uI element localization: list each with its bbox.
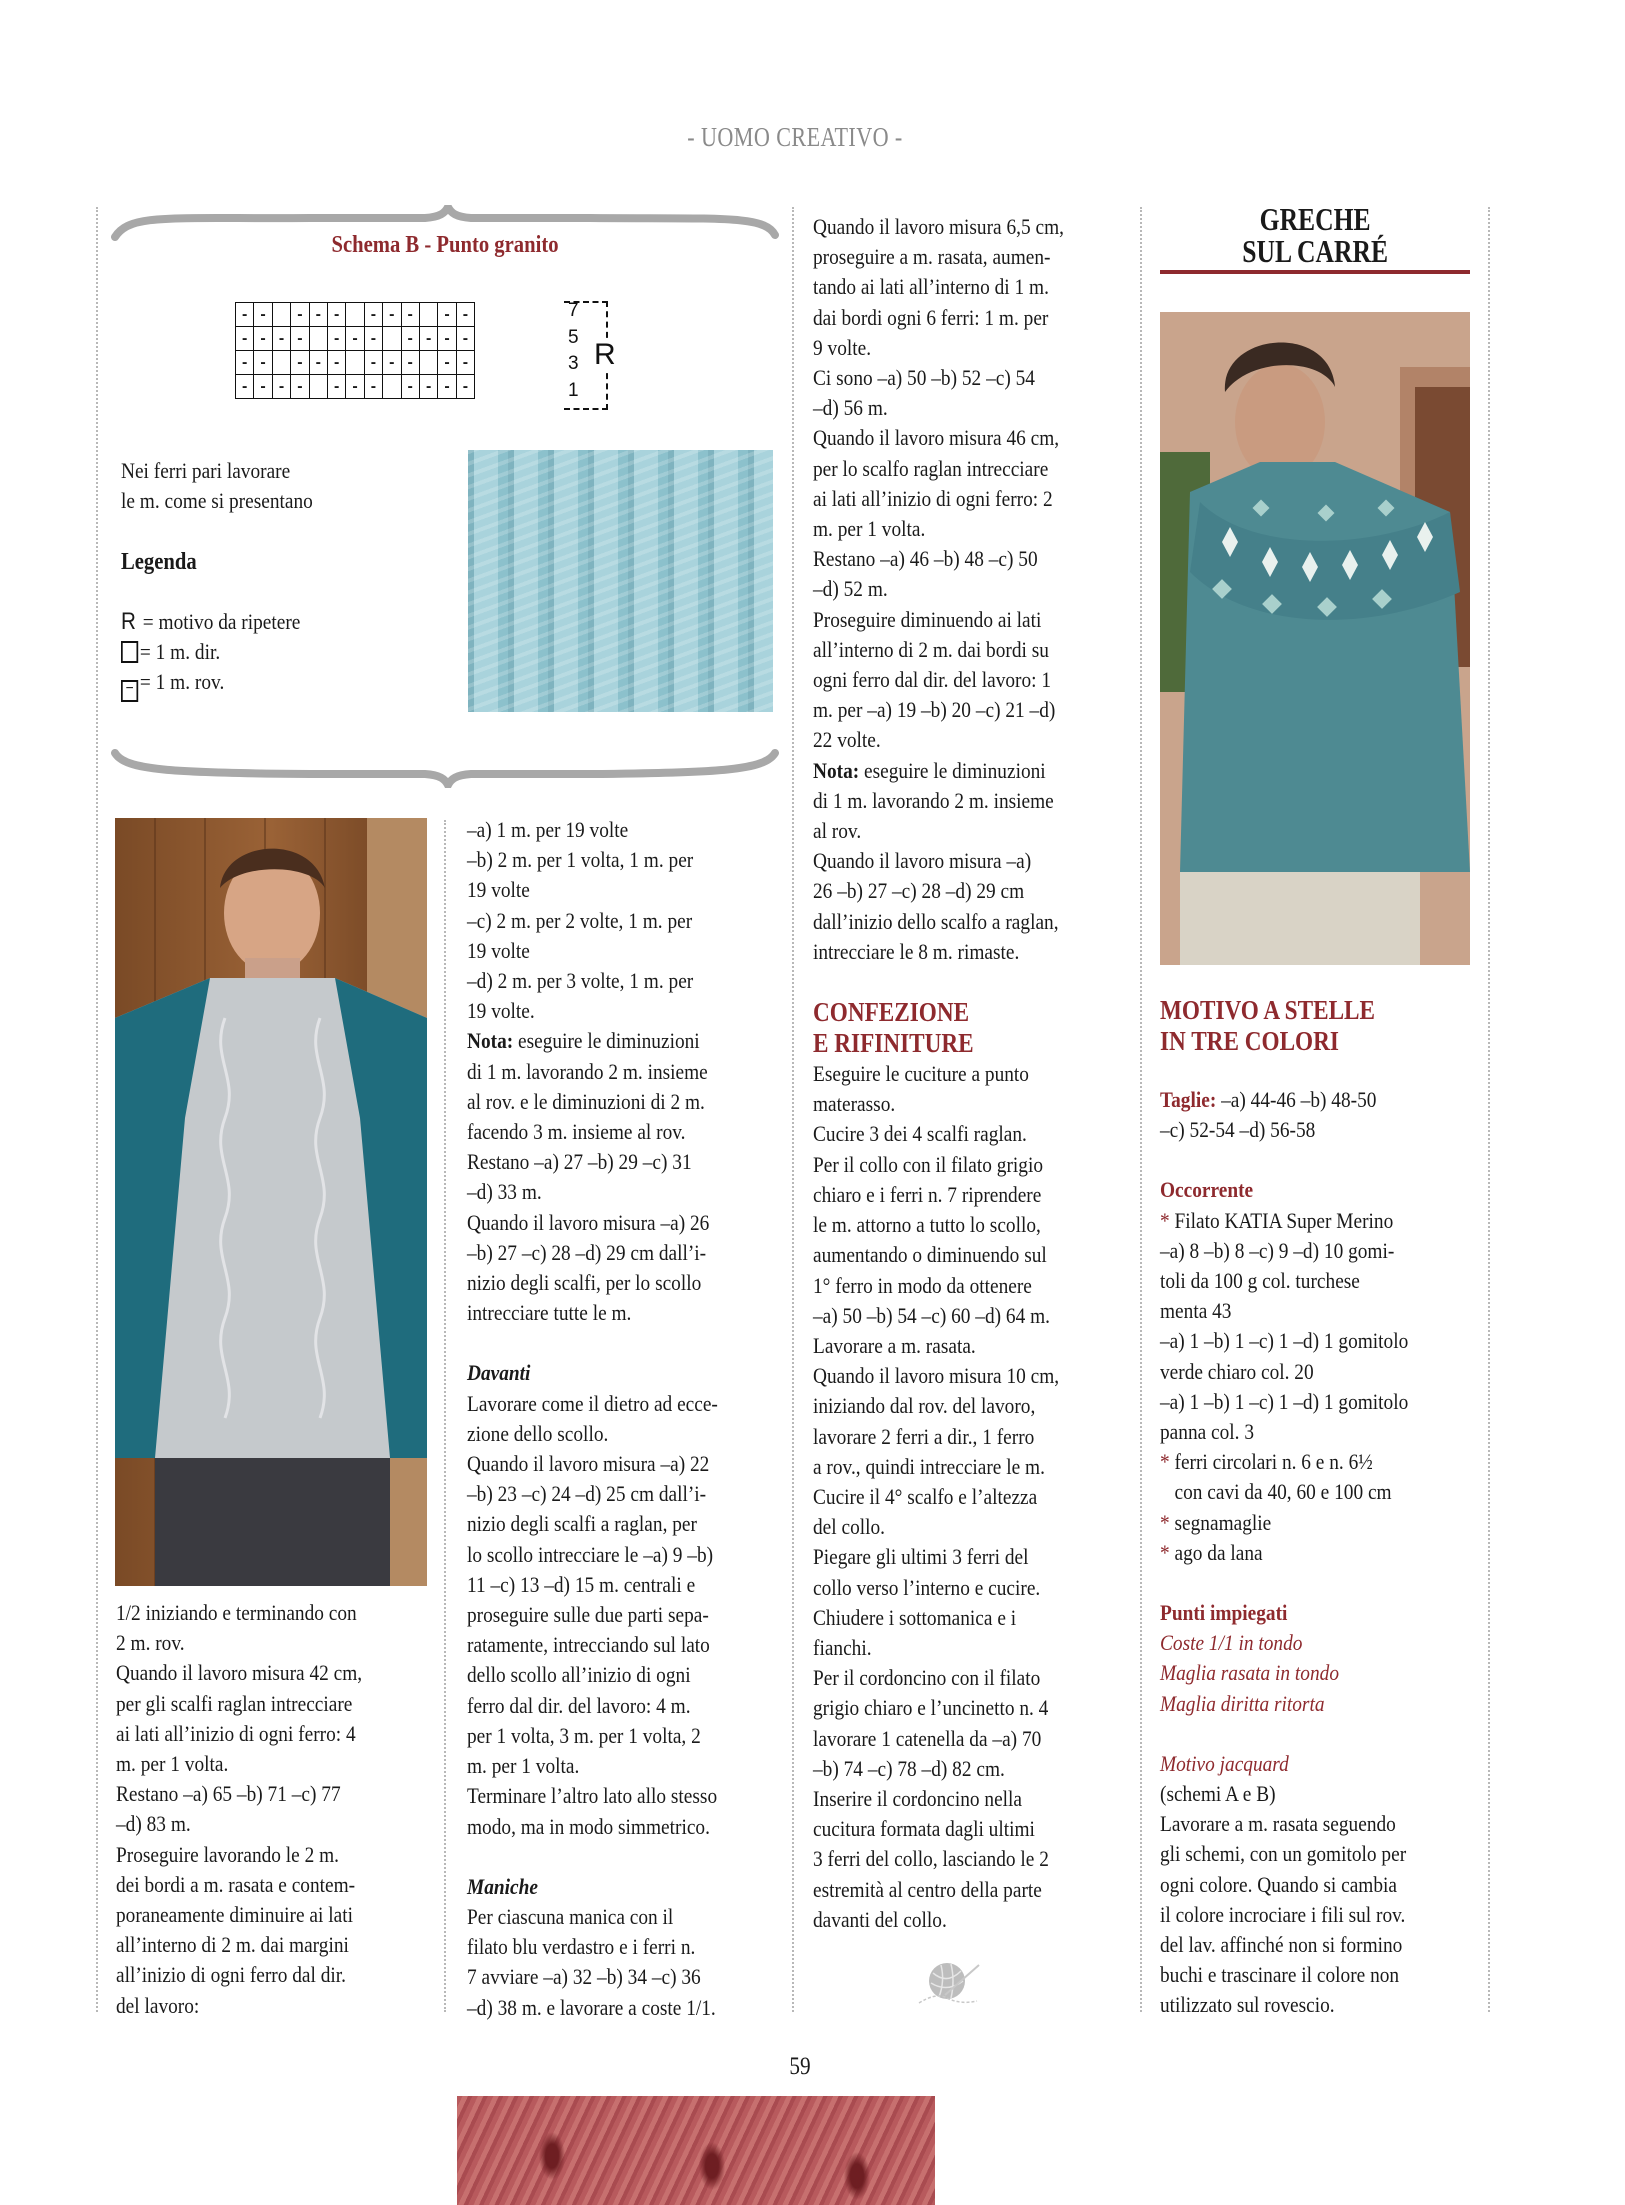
text-line: 1/2 iniziando e terminando con (116, 1600, 357, 1625)
text-line: –b) 27 –c) 28 –d) 29 cm dall’i- (467, 1239, 707, 1265)
materials-line (1160, 1447, 1408, 1477)
column-divider (96, 207, 98, 2012)
purl-cell: - (236, 327, 254, 351)
purl-cell: - (254, 375, 272, 399)
purl-cell: - (309, 303, 327, 327)
heading-line: CONFEZIONE (813, 997, 970, 1028)
text-line: nizio degli scalfi, per lo scollo (467, 1270, 702, 1296)
bottom-brace-ornament (110, 748, 780, 788)
materials-line (1160, 1206, 1408, 1236)
purl-cell: - (254, 327, 272, 351)
stitches-heading: Punti impiegati (1160, 1600, 1288, 1626)
text-line: Restano –a) 27 –b) 29 –c) 31 (467, 1149, 692, 1175)
purl-cell: - (456, 327, 474, 351)
knit-cell (309, 327, 327, 351)
purl-cell: - (272, 327, 290, 351)
text-line: Per il cordoncino con il filato (813, 1665, 1041, 1691)
purl-cell: - (327, 303, 345, 327)
text-line: all’inizio di ogni ferro dal dir. (116, 1962, 346, 1988)
purl-cell: - (327, 351, 345, 375)
bullet-asterisk: * (1160, 1449, 1170, 1475)
text-line: modo, ma in modo simmetrico. (467, 1813, 710, 1839)
materials-text: panna col. 3 (1160, 1419, 1255, 1445)
bullet-asterisk: * (1160, 1539, 1170, 1565)
column-divider (444, 820, 446, 2012)
purl-cell: - (401, 303, 419, 327)
materials-text: –a) 8 –b) 8 –c) 9 –d) 10 gomi- (1160, 1237, 1395, 1263)
text-line: Cucire il 4° scalfo e l’altezza (813, 1483, 1038, 1509)
title-line: GRECHE (1259, 201, 1371, 237)
text-line: ratamente, intrecciando sul lato (467, 1632, 710, 1658)
text-line: aumentando o diminuendo sul (813, 1242, 1047, 1268)
knit-cell (419, 351, 437, 375)
heading-line: E RIFINITURE (813, 1028, 974, 1059)
text-line: 1° ferro in modo da ottenere (813, 1272, 1032, 1298)
text-line: zione dello scollo. (467, 1420, 609, 1446)
text-line: dai bordi ogni 6 ferri: 1 m. per (813, 304, 1049, 330)
purl-cell: - (291, 351, 309, 375)
text-line: a rov., quindi intrecciare le m. (813, 1453, 1045, 1479)
text-line: Cucire 3 dei 4 scalfi raglan. (813, 1121, 1027, 1147)
text-line: Proseguire lavorando le 2 m. (116, 1841, 340, 1867)
heading-line: IN TRE COLORI (1160, 1026, 1339, 1056)
text-line: di 1 m. lavorando 2 m. insieme (467, 1058, 708, 1084)
text-line: –a) 1 m. per 19 volte (467, 817, 629, 842)
text-line: m. per 1 volta. (116, 1751, 229, 1777)
purl-cell: - (456, 303, 474, 327)
text-line: di 1 m. lavorando 2 m. insieme (813, 787, 1054, 813)
row-label: 5 (568, 327, 579, 348)
purl-cell: - (383, 351, 401, 375)
text-line: 9 volte. (813, 334, 872, 360)
text-line: il colore incrociare i fili sul rov. (1160, 1901, 1406, 1927)
text-line: –d) 33 m. (467, 1179, 542, 1205)
text-line: ai lati all’inizio di ogni ferro: 2 (813, 485, 1053, 511)
text-line: ogni ferro dal dir. del lavoro: 1 (813, 667, 1052, 693)
purl-cell: - (401, 351, 419, 375)
purl-cell: - (456, 351, 474, 375)
text-line: –d) 56 m. (813, 395, 888, 421)
materials-text: con cavi da 40, 60 e 100 cm (1160, 1479, 1392, 1505)
text-line: –b) 74 –c) 78 –d) 82 cm. (813, 1755, 1005, 1781)
purl-cell: - (456, 375, 474, 399)
text-line: per gli scalfi raglan intrecciare (116, 1690, 353, 1716)
purl-cell: - (272, 375, 290, 399)
knit-cell (272, 303, 290, 327)
chart-row (236, 327, 475, 351)
materials-text: menta 43 (1160, 1298, 1232, 1324)
running-header: - UOMO CREATIVO - (687, 122, 903, 152)
materials-line (1160, 1266, 1408, 1296)
confezione-heading (813, 997, 1064, 1059)
text-line: m. per 1 volta. (467, 1753, 580, 1779)
knit-cell (383, 375, 401, 399)
text-line: utilizzato sul rovescio. (1160, 1992, 1335, 2018)
text-line: al rov. (813, 818, 862, 844)
purl-cell: - (401, 327, 419, 351)
nota-label: Nota: (813, 757, 860, 783)
purl-cell: - (254, 303, 272, 327)
knit-cell (346, 351, 364, 375)
row-label: 7 (568, 300, 579, 321)
text-line: all’interno di 2 m. dai bordi su (813, 636, 1049, 662)
text-line: estremità al centro della parte (813, 1876, 1042, 1902)
bullet-asterisk: * (1160, 1207, 1170, 1233)
text-line: le m. attorno a tutto lo scollo, (813, 1212, 1041, 1238)
text-line: 19 volte (467, 937, 530, 963)
legend-text: = motivo da ripetere (142, 609, 301, 634)
text-line: Per il collo con il filato grigio (813, 1151, 1044, 1177)
nota-line (813, 756, 1064, 786)
text-line: collo verso l’interno e cucire. (813, 1574, 1041, 1600)
text-line: Quando il lavoro misura 46 cm, (813, 425, 1060, 451)
text-line: –d) 2 m. per 3 volte, 1 m. per (467, 968, 694, 994)
text-line: m. per –a) 19 –b) 20 –c) 21 –d) (813, 697, 1056, 723)
photo-red-cable-knit (457, 2096, 935, 2205)
column-divider (792, 207, 794, 2012)
text-line: intrecciare tutte le m. (467, 1300, 632, 1326)
yarn-ball-icon (915, 1955, 985, 2013)
column-divider (1140, 207, 1142, 2012)
purl-cell: - (236, 351, 254, 375)
materials-text: –a) 1 –b) 1 –c) 1 –d) 1 gomitolo (1160, 1388, 1409, 1414)
sizes-label: Taglie: (1160, 1087, 1217, 1112)
materials-text: segnamaglie (1169, 1509, 1272, 1535)
text-line: per lo scalfo raglan intrecciare (813, 455, 1049, 481)
photo-illustration (1160, 312, 1470, 965)
text-line: Chiudere i sottomanica e i (813, 1604, 1017, 1630)
column-divider (1488, 207, 1490, 2012)
materials-text: ferri circolari n. 6 e n. 6½ (1169, 1449, 1373, 1475)
materials-line (1160, 1236, 1408, 1266)
text-line: 3 ferri del collo, lasciando le 2 (813, 1846, 1049, 1872)
purl-cell: - (438, 327, 456, 351)
text-line: Eseguire le cuciture a punto (813, 1061, 1029, 1087)
purl-cell: - (364, 351, 382, 375)
purl-cell: - (364, 303, 382, 327)
maniche-heading: Maniche (467, 1873, 538, 1899)
materials-text: –a) 1 –b) 1 –c) 1 –d) 1 gomitolo (1160, 1328, 1409, 1354)
stitch-item: Coste 1/1 in tondo (1160, 1630, 1303, 1656)
note-line: Nei ferri pari lavorare (121, 458, 291, 483)
text-line: Inserire il cordoncino nella (813, 1785, 1023, 1811)
text-line: –a) 50 –b) 54 –c) 60 –d) 64 m. (813, 1302, 1050, 1328)
text-line: chiaro e i ferri n. 7 riprendere (813, 1181, 1042, 1207)
purl-cell: - (419, 327, 437, 351)
text-line: Ci sono –a) 50 –b) 52 –c) 54 (813, 365, 1035, 391)
text-line: m. per 1 volta. (813, 516, 926, 542)
pattern-title (1160, 203, 1470, 267)
legend-item (121, 607, 300, 637)
column-1-text (116, 1598, 402, 2021)
purl-cell: - (401, 375, 419, 399)
text-line: Quando il lavoro misura 42 cm, (116, 1660, 363, 1686)
purl-cell: - (309, 351, 327, 375)
text-line: al rov. e le diminuzioni di 2 m. (467, 1088, 705, 1114)
materials-text: ago da lana (1169, 1539, 1263, 1565)
text-line: 7 avviare –a) 32 –b) 34 –c) 36 (467, 1964, 701, 1990)
text-line: 19 volte (467, 877, 530, 903)
text-line: Piegare gli ultimi 3 ferri del (813, 1544, 1029, 1570)
purl-cell: - (291, 375, 309, 399)
text-line: Quando il lavoro misura 6,5 cm, (813, 214, 1064, 239)
davanti-heading: Davanti (467, 1360, 531, 1386)
sizes-value: –a) 44-46 –b) 48-50 (1216, 1087, 1377, 1112)
text-line: fianchi. (813, 1634, 872, 1660)
stitch-item: Maglia diritta ritorta (1160, 1690, 1325, 1716)
photo-teal-fairisle-sweater (1160, 312, 1470, 965)
title-underline (1160, 270, 1470, 274)
text-line: Lavorare a m. rasata. (813, 1332, 976, 1358)
text-line: ferro dal dir. del lavoro: 4 m. (467, 1692, 691, 1718)
purl-cell: - (383, 303, 401, 327)
purl-cell: - (419, 375, 437, 399)
text-line: Lavorare come il dietro ad ecce- (467, 1390, 718, 1416)
swatch-photo (468, 450, 773, 712)
note-line: le m. come si presentano (121, 488, 313, 514)
text-line: lo scollo intrecciare le –a) 9 –b) (467, 1541, 714, 1567)
knit-cell (346, 303, 364, 327)
materials-line (1160, 1538, 1408, 1568)
purl-cell: - (438, 375, 456, 399)
text-line: –c) 2 m. per 2 volte, 1 m. per (467, 907, 693, 933)
materials-line (1160, 1508, 1408, 1538)
text-line: lavorare 2 ferri a dir., 1 ferro (813, 1423, 1035, 1449)
text-line: 19 volte. (467, 998, 535, 1024)
schema-note (121, 456, 344, 516)
purl-cell: - (438, 351, 456, 375)
text-line: –b) 23 –c) 24 –d) 25 cm dall’i- (467, 1481, 707, 1507)
text-line: Per ciascuna manica con il (467, 1903, 674, 1929)
text-line: proseguire a m. rasata, aumen- (813, 244, 1051, 270)
chart-row (236, 375, 475, 399)
materials-line (1160, 1387, 1408, 1417)
nota-line (467, 1026, 718, 1056)
purl-cell: - (254, 351, 272, 375)
materials-line (1160, 1357, 1408, 1387)
materials-heading: Occorrente (1160, 1177, 1254, 1203)
text-line: 22 volte. (813, 727, 881, 753)
column-4-text (1160, 995, 1449, 2021)
row-label: 1 (568, 380, 579, 401)
text-line: –b) 2 m. per 1 volta, 1 m. per (467, 847, 694, 873)
text-line: ai lati all’inizio di ogni ferro: 4 (116, 1720, 356, 1746)
photo-illustration (115, 818, 427, 1586)
subtitle-heading (1160, 995, 1408, 1057)
chart-row (236, 303, 475, 327)
legend-text: = 1 m. dir. (139, 639, 221, 664)
text-line: materasso. (813, 1091, 896, 1117)
text-line: iniziando dal rov. del lavoro, (813, 1393, 1036, 1419)
text-line: tando ai lati all’interno di 1 m. (813, 274, 1049, 300)
text-line: gli schemi, con un gomitolo per (1160, 1841, 1407, 1867)
text-line: del lav. affinché non si formino (1160, 1932, 1403, 1958)
text-line: buchi e trascinare il colore non (1160, 1962, 1400, 1988)
text-line: 26 –b) 27 –c) 28 –d) 29 cm (813, 878, 1025, 904)
stitch-chart-grid (235, 302, 475, 399)
purl-stitch-symbol: − (121, 680, 138, 702)
text-line: (schemi A e B) (1160, 1781, 1276, 1807)
text-line: Quando il lavoro misura –a) 26 (467, 1209, 710, 1235)
text-line: Proseguire diminuendo ai lati (813, 606, 1042, 632)
text-line: –d) 52 m. (813, 576, 888, 602)
purl-cell: - (291, 303, 309, 327)
text-line: grigio chiaro e l’uncinetto n. 4 (813, 1695, 1049, 1721)
text-line: intrecciare le 8 m. rimaste. (813, 938, 1020, 964)
text-line: davanti del collo. (813, 1906, 947, 1932)
sizes-line (1160, 1085, 1408, 1115)
row-label: 3 (568, 353, 579, 374)
purl-cell: - (346, 327, 364, 351)
text-line: dall’inizio dello scalfo a raglan, (813, 908, 1059, 934)
nota-text: eseguire le diminuzioni (513, 1028, 700, 1054)
knit-cell (419, 303, 437, 327)
text-line: ogni colore. Quando si cambia (1160, 1871, 1397, 1897)
knit-cell (272, 351, 290, 375)
text-line: Quando il lavoro misura –a) (813, 848, 1032, 874)
text-line: all’interno di 2 m. dai margini (116, 1932, 349, 1958)
text-line: Quando il lavoro misura –a) 22 (467, 1451, 710, 1477)
materials-text: toli da 100 g col. turchese (1160, 1268, 1360, 1294)
purl-cell: - (438, 303, 456, 327)
bullet-asterisk: * (1160, 1509, 1170, 1535)
text-line: Quando il lavoro misura 10 cm, (813, 1363, 1060, 1389)
text-line: cucitura formata dagli ultimi (813, 1816, 1035, 1842)
text-line: –d) 38 m. e lavorare a coste 1/1. (467, 1994, 716, 2020)
heading-line: MOTIVO A STELLE (1160, 995, 1376, 1025)
schema-title-text: Schema B - Punto granito (331, 232, 559, 258)
purl-cell: - (236, 375, 254, 399)
stitch-item: Maglia rasata in tondo (1160, 1660, 1340, 1686)
text-line: 11 –c) 13 –d) 15 m. centrali e (467, 1571, 696, 1597)
chart-row (236, 351, 475, 375)
text-line: Restano –a) 65 –b) 71 –c) 77 (116, 1781, 341, 1807)
text-line: nizio degli scalfi a raglan, per (467, 1511, 697, 1537)
repeat-symbol: R (121, 608, 136, 635)
text-line: facendo 3 m. insieme al rov. (467, 1119, 686, 1145)
title-line: SUL CARRÉ (1242, 233, 1388, 269)
nota-label: Nota: (467, 1028, 514, 1054)
page-number: 59 (789, 2053, 811, 2080)
column-3-text (813, 212, 1105, 1935)
knit-cell (309, 375, 327, 399)
purl-cell: - (236, 303, 254, 327)
jacquard-heading: Motivo jacquard (1160, 1750, 1289, 1776)
repeat-marker: R (594, 338, 616, 371)
text-line: Lavorare a m. rasata seguendo (1160, 1811, 1396, 1837)
materials-text: verde chiaro col. 20 (1160, 1358, 1314, 1384)
purl-cell: - (364, 327, 382, 351)
schema-title (160, 232, 730, 259)
text-line: Restano –a) 46 –b) 48 –c) 50 (813, 546, 1038, 572)
text-line: 2 m. rov. (116, 1630, 185, 1656)
legend-text: = 1 m. rov. (139, 669, 225, 694)
text-line: del collo. (813, 1514, 886, 1540)
knit-stitch-symbol (121, 641, 138, 663)
text-line: del lavoro: (116, 1992, 200, 2018)
purl-cell: - (364, 375, 382, 399)
text-line: lavorare 1 catenella da –a) 70 (813, 1725, 1042, 1751)
materials-line (1160, 1296, 1408, 1326)
text-line: poraneamente diminuire ai lati (116, 1902, 353, 1928)
materials-line (1160, 1417, 1408, 1447)
text-line: dello scollo all’inizio di ogni (467, 1662, 691, 1688)
text-line: per 1 volta, 3 m. per 1 volta, 2 (467, 1722, 701, 1748)
photo-grey-cable-sweater (115, 818, 427, 1586)
materials-line (1160, 1326, 1408, 1356)
legend (121, 607, 330, 702)
purl-cell: - (327, 327, 345, 351)
materials-line (1160, 1477, 1408, 1507)
purl-cell: - (327, 375, 345, 399)
legend-item (121, 637, 300, 667)
text-line: dei bordi a m. rasata e contem- (116, 1871, 356, 1897)
nota-text: eseguire le diminuzioni (859, 757, 1046, 783)
text-line: Terminare l’altro lato allo stesso (467, 1783, 718, 1809)
sizes-line: –c) 52-54 –d) 56-58 (1160, 1117, 1316, 1143)
text-line: proseguire sulle due parti sepa- (467, 1602, 709, 1628)
text-line: –d) 83 m. (116, 1811, 191, 1837)
legend-title: Legenda (121, 549, 197, 575)
purl-cell: - (346, 375, 364, 399)
purl-cell: - (291, 327, 309, 351)
text-line: filato blu verdastro e i ferri n. (467, 1934, 696, 1960)
legend-item (121, 667, 300, 702)
column-2-text (467, 815, 759, 2023)
knit-cell (383, 327, 401, 351)
materials-text: Filato KATIA Super Merino (1169, 1207, 1394, 1233)
